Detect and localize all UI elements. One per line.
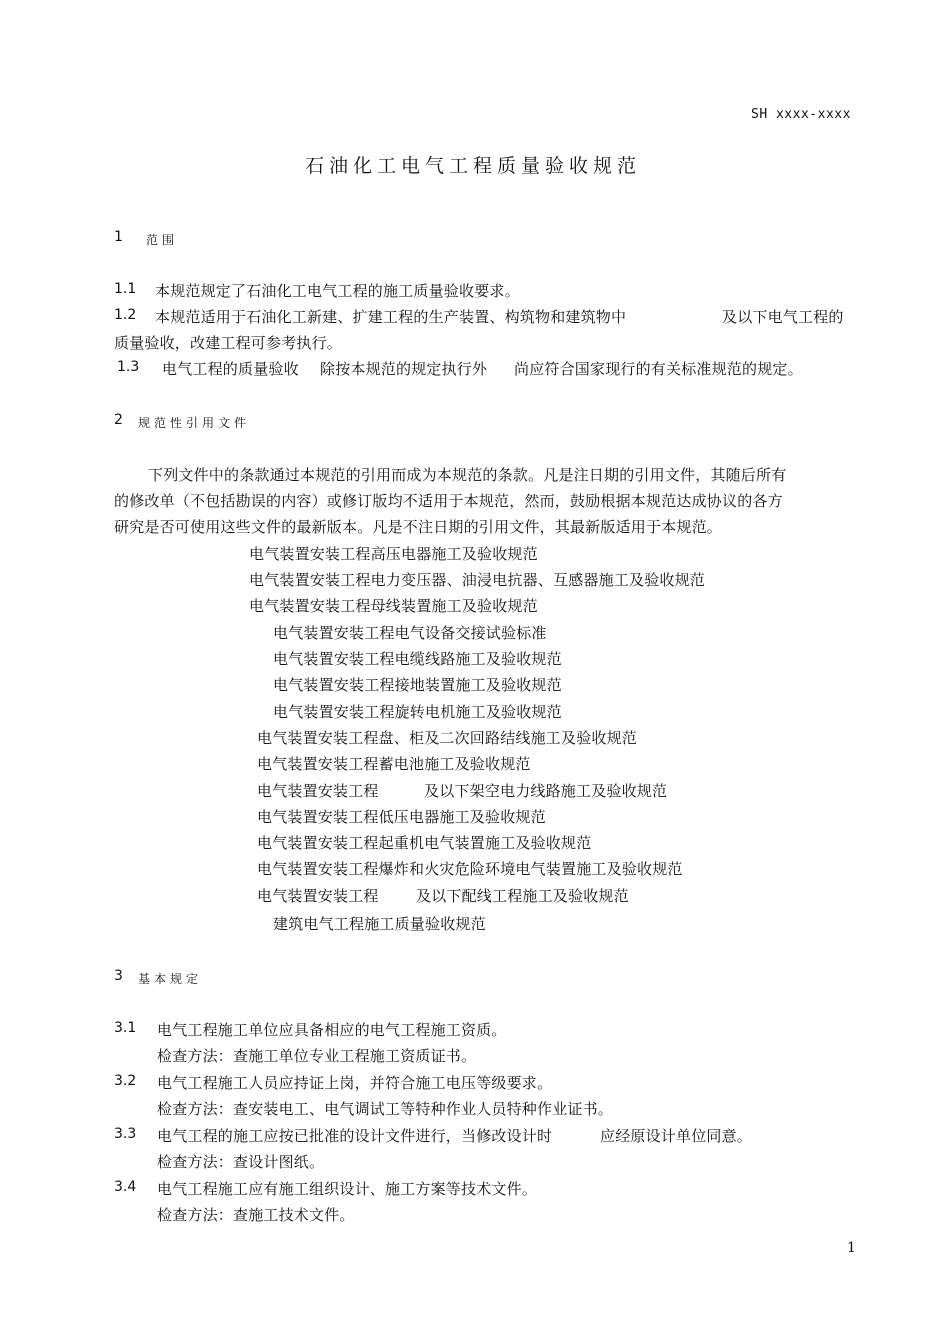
document-code: SH xxxx-xxxx [751,107,851,122]
reference-item: 电气装置安装工程高压电器施工及验收规范 [249,545,538,563]
clause-3-2-text: 电气工程施工人员应持证上岗，并符合施工电压等级要求。 [157,1074,553,1092]
reference-item: 电气装置安装工程母线装置施工及验收规范 [249,597,538,615]
section-3-number: 3 [114,968,123,984]
reference-item-part-b: 及以下配线工程施工及验收规范 [416,887,629,905]
clause-3-4-text: 电气工程施工应有施工组织设计、施工方案等技术文件。 [157,1180,538,1198]
clause-3-3-number: 3.3 [114,1126,137,1142]
clause-1-3-text-c: 尚应符合国家现行的有关标准规范的规定。 [514,360,803,378]
reference-item-part-b: 及以下架空电力线路施工及验收规范 [424,782,668,800]
clause-3-1-check: 检查方法：查施工单位专业工程施工资质证书。 [157,1047,477,1065]
clause-3-3-check: 检查方法：查设计图纸。 [157,1153,325,1171]
reference-item: 电气装置安装工程爆炸和火灾危险环境电气装置施工及验收规范 [257,860,683,878]
reference-item: 电气装置安装工程电力变压器、油浸电抗器、互感器施工及验收规范 [249,571,706,589]
clause-1-2-text-b: 及以下电气工程的 [722,308,844,326]
references-intro-line-3: 研究是否可使用这些文件的最新版本。凡是不注日期的引用文件，其最新版适用于本规范。 [114,518,723,536]
reference-item: 建筑电气工程施工质量验收规范 [273,915,486,933]
clause-1-2-text-a: 本规范适用于石油化工新建、扩建工程的生产装置、构筑物和建筑物中 [155,308,627,326]
references-intro-line-1: 下列文件中的条款通过本规范的引用而成为本规范的条款。凡是注日期的引用文件，其随后所有 [148,466,787,484]
clause-3-1-text: 电气工程施工单位应具备相应的电气工程施工资质。 [157,1021,507,1039]
reference-item: 电气装置安装工程蓄电池施工及验收规范 [257,755,531,773]
page-number: 1 [847,1240,856,1256]
clause-3-4-number: 3.4 [114,1179,137,1195]
clause-1-2-text-c: 质量验收，改建工程可参考执行。 [114,334,343,352]
reference-item: 电气装置安装工程接地装置施工及验收规范 [273,676,562,694]
clause-3-4-check: 检查方法：查施工技术文件。 [157,1206,355,1224]
reference-item: 电气装置安装工程旋转电机施工及验收规范 [273,703,562,721]
reference-item: 电气装置安装工程电缆线路施工及验收规范 [273,650,562,668]
clause-3-2-number: 3.2 [114,1073,137,1089]
clause-3-3-text-b: 应经原设计单位同意。 [600,1127,753,1145]
reference-item: 电气装置安装工程低压电器施工及验收规范 [257,808,546,826]
clause-3-1-number: 3.1 [114,1020,137,1036]
reference-item: 电气装置安装工程电气设备交接试验标准 [273,624,547,642]
clause-3-3-text-a: 电气工程的施工应按已批准的设计文件进行，当修改设计时 [157,1127,553,1145]
clause-1-3-text-a: 电气工程的质量验收 [162,360,299,378]
clause-3-2-check: 检查方法：查安装电工、电气调试工等特种作业人员特种作业证书。 [157,1100,614,1118]
references-intro-line-2: 的修改单（不包括勘误的内容）或修订版均不适用于本规范，然而，鼓励根据本规范达成协议的各方 [114,492,783,510]
section-3-title: 基本规定 [138,972,203,986]
section-1-title: 范围 [146,233,179,247]
section-2-title: 规范性引用文件 [138,416,251,430]
section-2-number: 2 [114,412,123,428]
clause-1-1-text: 本规范规定了石油化工电气工程的施工质量验收要求。 [155,282,520,300]
section-1-number: 1 [114,229,123,245]
reference-item-part-a: 电气装置安装工程 [257,887,379,905]
clause-1-2-number: 1.2 [114,307,137,323]
reference-item: 电气装置安装工程起重机电气装置施工及验收规范 [257,834,592,852]
clause-1-3-text-b: 除按本规范的规定执行外 [320,360,488,378]
reference-item-part-a: 电气装置安装工程 [257,782,379,800]
document-title: 石油化工电气工程质量验收规范 [305,155,642,177]
clause-1-1-number: 1.1 [114,281,137,297]
clause-1-3-number: 1.3 [117,359,140,375]
reference-item: 电气装置安装工程盘、柜及二次回路结线施工及验收规范 [257,729,638,747]
